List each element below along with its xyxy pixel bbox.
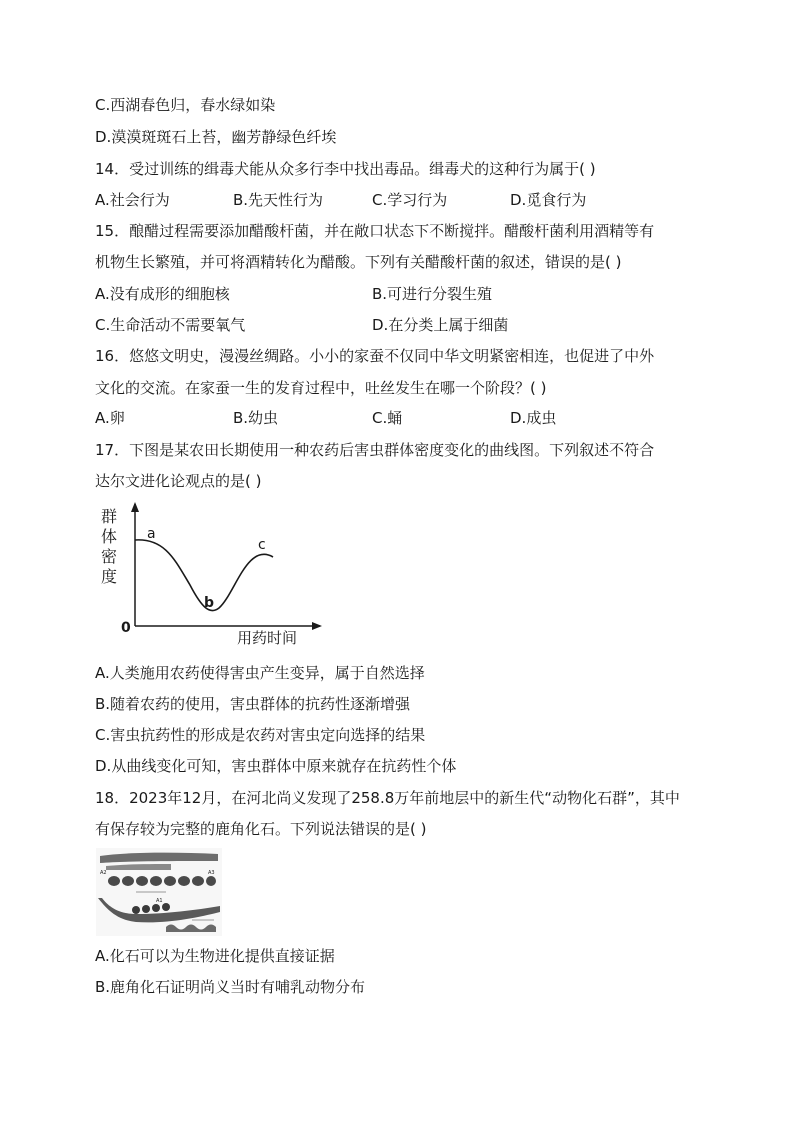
y-label-char-2: 体 [101,527,118,546]
q14-option-b[interactable]: B.先天性行为 [233,191,324,209]
q17-option-b[interactable]: B.随着农药的使用，害虫群体的抗药性逐渐增强 [95,695,411,713]
origin-label: 0 [121,620,131,636]
fossil-label-a1: A1 [156,898,163,904]
q17-option-c[interactable]: C.害虫抗药性的形成是农药对害虫定向选择的结果 [95,726,426,744]
y-axis-arrow [131,502,139,512]
q14-option-c[interactable]: C.学习行为 [372,191,448,209]
q15-option-c[interactable]: C.生命活动不需要氧气 [95,316,246,334]
q14-stem: 14．受过训练的缉毒犬能从众多行李中找出毒品。缉毒犬的这种行为属于( ) [95,160,596,178]
q14-option-d[interactable]: D.觅食行为 [510,191,587,209]
q15-option-b[interactable]: B.可进行分裂生殖 [372,285,493,303]
q17-stem-line1: 17．下图是某农田长期使用一种农药后害虫群体密度变化的曲线图。下列叙述不符合 [95,441,655,459]
q16-option-b[interactable]: B.幼虫 [233,409,279,427]
q16-stem-line2: 文化的交流。在家蚕一生的发育过程中，吐丝发生在哪一个阶段？( ) [95,379,547,397]
q13-option-d: D.漠漠斑斑石上苔，幽芳静绿色纤埃 [95,128,337,146]
q16-option-c[interactable]: C.蛹 [372,409,403,427]
q17-option-d[interactable]: D.从曲线变化可知，害虫群体中原来就存在抗药性个体 [95,757,457,775]
q18-stem-line2: 有保存较为完整的鹿角化石。下列说法错误的是( ) [95,820,427,838]
q15-option-d[interactable]: D.在分类上属于细菌 [372,316,509,334]
q16-option-d[interactable]: D.成虫 [510,409,557,427]
y-label-char-1: 群 [101,507,118,526]
x-axis-label: 用药时间 [237,629,298,647]
q18-stem-line1: 18．2023年12月，在河北尚义发现了258.8万年前地层中的新生代“动物化石群”，其中 [95,789,680,807]
point-label-b: b [204,595,215,611]
q15-stem-line2: 机物生长繁殖，并可将酒精转化为醋酸。下列有关醋酸杆菌的叙述，错误的是( ) [95,253,622,271]
deer-antler-fossil-image [96,848,222,936]
density-curve-graph [95,500,335,650]
q14-option-a[interactable]: A.社会行为 [95,191,170,209]
q15-option-a[interactable]: A.没有成形的细胞核 [95,285,230,303]
q17-option-a[interactable]: A.人类施用农药使得害虫产生变异，属于自然选择 [95,664,425,682]
q18-option-a[interactable]: A.化石可以为生物进化提供直接证据 [95,947,335,965]
q15-stem-line1: 15．酿醋过程需要添加醋酸杆菌，并在敞口状态下不断搅拌。醋酸杆菌利用酒精等有 [95,222,655,240]
point-label-a: a [147,526,156,542]
q18-option-b[interactable]: B.鹿角化石证明尚义当时有哺乳动物分布 [95,978,366,996]
q16-stem-line1: 16．悠悠文明史，漫漫丝绸路。小小的家蚕不仅同中华文明紧密相连，也促进了中外 [95,347,655,365]
point-label-c: c [258,537,266,553]
y-label-char-3: 密 [101,547,118,566]
y-label-char-4: 度 [101,567,118,586]
q16-option-a[interactable]: A.卵 [95,409,125,427]
fossil-label-a3: A3 [208,870,215,876]
q17-stem-line2: 达尔文进化论观点的是( ) [95,472,262,490]
x-axis-arrow [312,622,322,630]
fossil-label-a2: A2 [100,870,107,876]
q13-option-c: C.西湖春色归，春水绿如染 [95,96,276,114]
